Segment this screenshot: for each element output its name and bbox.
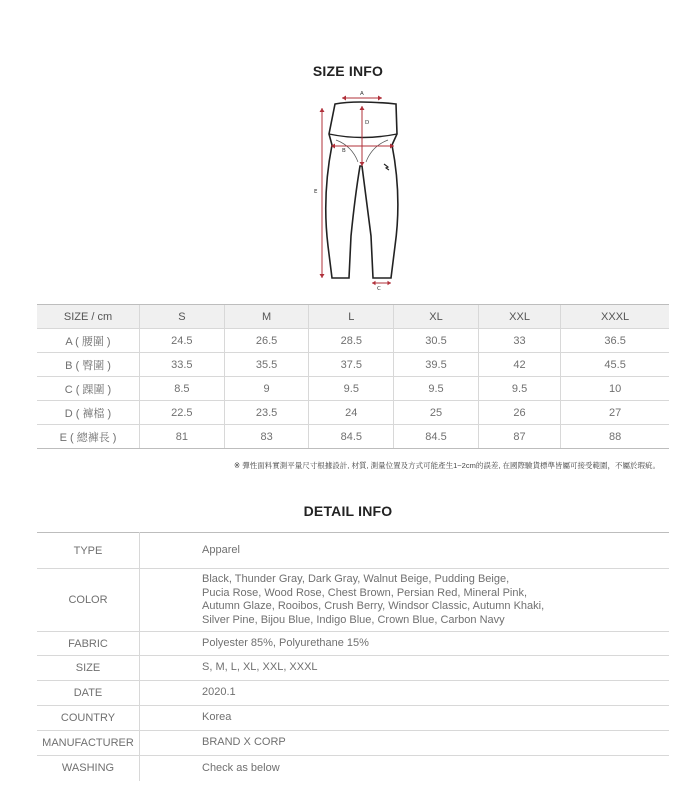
table-cell: 25 <box>394 401 479 425</box>
value-line: Silver Pine, Bijou Blue, Indigo Blue, Crown Blue, Carbon Navy <box>202 613 505 626</box>
table-row <box>37 377 669 401</box>
detail-key: TYPE <box>37 533 140 569</box>
header-cell: L <box>309 305 394 329</box>
detail-row-date <box>37 681 669 706</box>
value-line: Apparel <box>202 543 240 556</box>
table-row <box>37 353 669 377</box>
table-cell: 37.5 <box>309 353 394 377</box>
detail-key: DATE <box>37 681 140 706</box>
table-cell: 36.5 <box>561 329 669 353</box>
table-cell: 88 <box>561 425 669 449</box>
detail-key: SIZE <box>37 656 140 681</box>
detail-value <box>140 706 670 731</box>
detail-value <box>140 681 670 706</box>
measurement-note: ※ 彈性面料實測平量尺寸根據設計, 材質, 測量位置及方式可能產生1~2cm的誤差, 在國際驗貨標準皆屬可接受範圍，不屬於瑕疵。 <box>233 461 660 470</box>
table-cell: 26 <box>478 401 560 425</box>
table-cell: 30.5 <box>394 329 479 353</box>
label-a: A <box>360 91 364 97</box>
row-label: E ( 總褲長 ) <box>37 425 140 449</box>
detail-row-fabric <box>37 632 669 656</box>
row-label: A ( 腰圍 ) <box>37 329 140 353</box>
table-cell: 81 <box>140 425 225 449</box>
detail-key: MANUFACTURER <box>37 731 140 756</box>
value-line: Check as below <box>202 761 280 774</box>
value-line: S, M, L, XL, XXL, XXXL <box>202 661 318 674</box>
value-line: Korea <box>202 711 232 724</box>
detail-value <box>140 756 670 781</box>
detail-table <box>37 532 669 781</box>
table-cell: 84.5 <box>394 425 479 449</box>
table-cell: 27 <box>561 401 669 425</box>
label-e: E <box>314 189 318 195</box>
table-cell: 9.5 <box>394 377 479 401</box>
detail-key: WASHING <box>37 756 140 781</box>
label-d: D <box>365 120 370 126</box>
header-cell: M <box>224 305 309 329</box>
table-cell: 84.5 <box>309 425 394 449</box>
value-line: Black, Thunder Gray, Dark Gray, Walnut Beige, Pudding Beige, <box>202 573 510 585</box>
detail-row-country <box>37 706 669 731</box>
value-line: Pucia Rose, Wood Rose, Chest Brown, Persian Red, Mineral Pink, <box>202 586 528 599</box>
header-cell: XXXL <box>561 305 669 329</box>
table-cell: 45.5 <box>561 353 669 377</box>
detail-value <box>140 731 670 756</box>
row-label: D ( 褲檔 ) <box>37 401 140 425</box>
size-table-header <box>37 305 669 329</box>
table-cell: 24.5 <box>140 329 225 353</box>
detail-row-manufacturer <box>37 731 669 756</box>
table-cell: 23.5 <box>224 401 309 425</box>
detail-value <box>140 569 670 632</box>
detail-value <box>140 656 670 681</box>
table-cell: 35.5 <box>224 353 309 377</box>
header-cell: SIZE / cm <box>37 305 140 329</box>
header-cell: XL <box>394 305 479 329</box>
row-label: B ( 臀圍 ) <box>37 353 140 377</box>
detail-key: COLOR <box>37 569 140 632</box>
value-line: BRAND X CORP <box>202 736 286 749</box>
table-cell: 39.5 <box>394 353 479 377</box>
table-cell: 33 <box>478 329 560 353</box>
detail-key: COUNTRY <box>37 706 140 731</box>
table-cell: 10 <box>561 377 669 401</box>
table-cell: 8.5 <box>140 377 225 401</box>
detail-value <box>140 632 670 656</box>
table-cell: 9.5 <box>309 377 394 401</box>
table-cell: 87 <box>478 425 560 449</box>
value-line: 2020.1 <box>202 686 236 699</box>
table-cell: 9 <box>224 377 309 401</box>
label-b: B <box>342 148 346 154</box>
table-cell: 28.5 <box>309 329 394 353</box>
value-line: Polyester 85%, Polyurethane 15% <box>202 636 369 649</box>
detail-key: FABRIC <box>37 632 140 656</box>
header-cell: S <box>140 305 225 329</box>
table-cell: 24 <box>309 401 394 425</box>
detail-value <box>140 533 670 569</box>
table-row <box>37 329 669 353</box>
table-cell: 22.5 <box>140 401 225 425</box>
header-cell: XXL <box>478 305 560 329</box>
detail-row-type <box>37 533 669 569</box>
value-line: Autumn Glaze, Rooibos, Crush Berry, Windsor Classic, Autumn Khaki, <box>202 600 545 612</box>
table-row <box>37 401 669 425</box>
detail-row-size <box>37 656 669 681</box>
table-cell: 9.5 <box>478 377 560 401</box>
table-cell: 83 <box>224 425 309 449</box>
table-cell: 42 <box>478 353 560 377</box>
detail-info-title: DETAIL INFO <box>303 503 393 519</box>
detail-row-washing <box>37 756 669 781</box>
table-cell: 33.5 <box>140 353 225 377</box>
table-cell: 26.5 <box>224 329 309 353</box>
row-label: C ( 踝圍 ) <box>37 377 140 401</box>
label-c: C <box>377 286 381 291</box>
size-info-title: SIZE INFO <box>312 63 384 79</box>
detail-row-color <box>37 569 669 632</box>
table-row <box>37 425 669 449</box>
leggings-diagram <box>300 86 410 291</box>
size-table <box>37 304 669 449</box>
